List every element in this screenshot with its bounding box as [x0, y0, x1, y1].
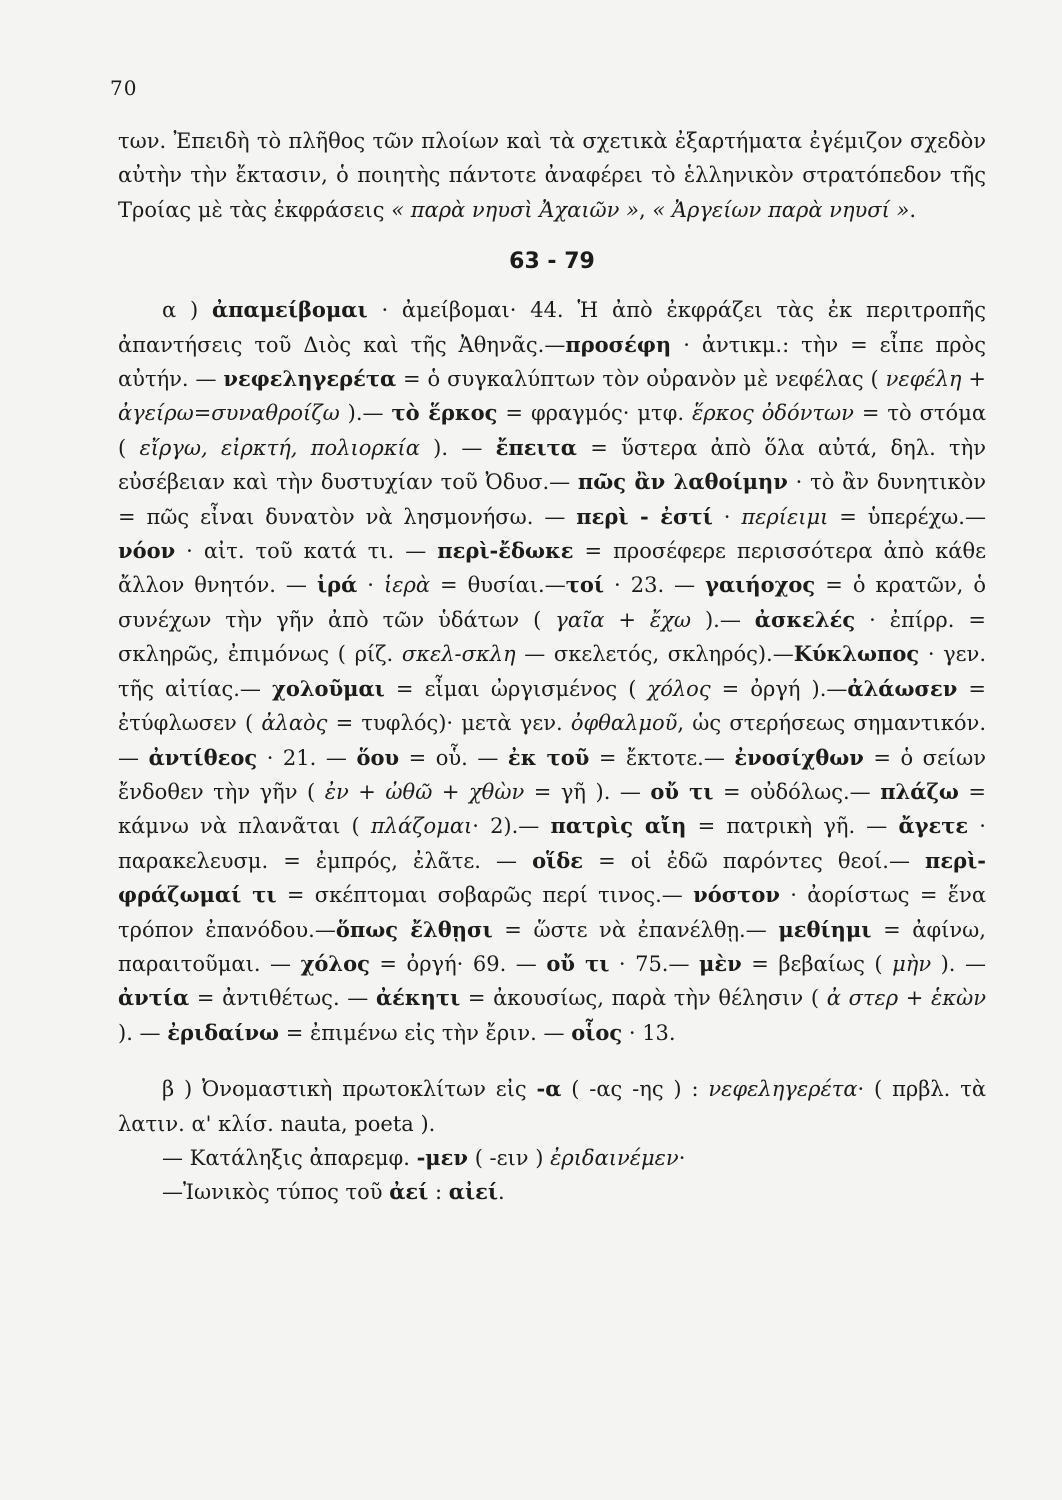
- gloss-text: = ὀργή ).—: [710, 676, 848, 701]
- gloss-text: · τὸ ἂν δυνητικὸν = πῶς εἶναι δυνατὸν νὰ λησμονήσω. —: [118, 470, 986, 529]
- etymology-text: ὀφθαλμοῦ: [570, 711, 678, 736]
- lemma-term: μεθίημι: [778, 916, 872, 942]
- etymology-text: εἴργω, εἰρκτή, πολιορκία: [139, 435, 420, 460]
- commentary-alpha: [118, 293, 986, 1050]
- lemma-term: περὶ-ἔδωκε: [437, 538, 574, 564]
- gloss-text: · 23. —: [604, 573, 706, 598]
- gloss-text: = οἱ ἐδῶ παρόντες θεοί.—: [583, 848, 926, 873]
- gloss-text: = ἀκουσίως, παρὰ τὴν θέλησιν (: [460, 986, 827, 1011]
- gloss-text: = πατρικὴ γῆ. —: [686, 814, 899, 839]
- gloss-text: = θυσίαι.—: [430, 573, 566, 598]
- gloss-text: = τὸ στόμα (: [118, 401, 987, 460]
- quote-argives: « Ἀργείων παρὰ νηυσί »: [652, 197, 910, 222]
- gloss-text: = βεβαίως (: [741, 951, 893, 976]
- gloss-text: — Κατάληξις ἀπαρεμφ.: [162, 1145, 417, 1170]
- lemma-term: ἀντία: [118, 985, 190, 1011]
- lemma-term: ἐριδαίνω: [167, 1019, 280, 1045]
- lemma-term: ἀντίθεος: [148, 744, 258, 770]
- lemma-term: νόστον: [693, 882, 780, 908]
- etymology-text: ἀ στερ + ἑκὼν: [826, 986, 986, 1011]
- gloss-text: = ὁ κρατῶν, ὁ συνέχων τὴν γῆν ἀπὸ τῶν ὑδάτων (: [118, 573, 987, 632]
- etymology-text: ἀλαὸς: [261, 711, 328, 736]
- gloss-text: = οὐδόλως.—: [713, 779, 881, 804]
- gloss-text: · 2).—: [472, 814, 551, 839]
- gloss-text: ).—: [339, 401, 392, 426]
- lemma-term: τὸ ἕρκος: [391, 400, 498, 426]
- gloss-text: α ): [162, 298, 212, 323]
- intro-separator: ,: [638, 197, 653, 222]
- etymology-text: ἕρκος ὀδόντων: [691, 401, 854, 426]
- lemma-term: περὶ - ἐστί: [576, 503, 713, 529]
- lemma-term: ἀπαμείβομαι: [212, 297, 368, 323]
- lemma-term: πατρὶς αἴη: [550, 813, 687, 839]
- gloss-text: = ὥστε νὰ ἐπανέλθῃ.—: [492, 917, 779, 942]
- gloss-text: = ἀντιθέτως. —: [189, 986, 376, 1011]
- gloss-text: ·: [678, 1145, 686, 1170]
- lemma-term: ἄγετε: [898, 813, 969, 839]
- lemma-term: αἰεί: [448, 1179, 499, 1205]
- intro-end: .: [909, 197, 917, 222]
- lemma-term: ὅπως ἔλθῃσι: [335, 916, 493, 942]
- intro-text: των. Ἐπειδὴ τὸ πλῆθος τῶν πλοίων καὶ τὰ σχετικὰ ἐξαρτήματα ἐγέμιζον σχεδὸν αὐτὴν τὴν ἔκτασιν, ὁ ποιητὴς πάντοτε ἀναφέρει τὸ ἑλληνικὸν στρατόπεδον τῆς Τροίας μὲ τὰς ἐκφράσεις: [118, 129, 986, 222]
- gloss-text: · ἐπίρρ. = σκληρῶς, ἐπιμόνως ( ρίζ.: [118, 607, 986, 667]
- lemma-term: ἀλάωσεν: [847, 675, 958, 701]
- gloss-text: :: [428, 1180, 449, 1205]
- gloss-text: ). —: [931, 951, 987, 976]
- lemma-term: τοί: [565, 572, 605, 598]
- gloss-text: = σκέπτομαι σοβαρῶς περί τινος.—: [276, 883, 694, 908]
- gloss-text: ·: [712, 504, 742, 529]
- gloss-text: · ἀμείβομαι· 44. Ἡ ἀπὸ ἐκφράζει τὰς ἐκ περιτροπῆς ἀπαντήσεις τοῦ Διὸς καὶ τῆς Ἀθηνᾶς.—: [118, 298, 986, 357]
- lemma-term: μὲν: [699, 950, 742, 976]
- gloss-text: · 13.: [622, 1020, 676, 1045]
- gloss-text: = ὁ συγκαλύπτων τὸν οὐρανὸν μὲ νεφέλας (: [396, 367, 886, 392]
- etymology-text: σκελ-σκλη: [401, 642, 516, 667]
- lemma-term: νόον: [118, 538, 176, 564]
- lemma-term: ἀεί: [389, 1179, 429, 1205]
- gloss-text: ·: [357, 573, 384, 598]
- lemma-term: οἵδε: [532, 847, 584, 873]
- gloss-text: = ἐτύφλωσεν (: [118, 676, 986, 736]
- gloss-text: = ὁ σείων ἔνδοθεν τὴν γῆν (: [118, 745, 987, 804]
- gloss-text: = ὀργή· 69. —: [369, 951, 547, 976]
- lemma-term: ἱρά: [316, 572, 358, 598]
- lemma-term: ἐνοσίχθων: [734, 744, 864, 770]
- etymology-text: ἐριδαινέμεν: [550, 1145, 679, 1170]
- gloss-text: .: [498, 1180, 505, 1205]
- gloss-text: , ὡς στερήσεως σημαντικόν.—: [118, 711, 986, 770]
- section-heading: 63 - 79: [509, 249, 595, 275]
- gloss-text: = ἀφίνω, παραιτοῦμαι. —: [118, 917, 986, 976]
- lemma-term: ἀσκελές: [754, 606, 856, 632]
- gloss-text: —Ἰωνικὸς τύπος τοῦ: [162, 1180, 390, 1205]
- lemma-term: γαιήοχος: [705, 572, 816, 598]
- gloss-text: ( -ειν ): [468, 1145, 551, 1170]
- lemma-term: χολοῦμαι: [272, 675, 385, 701]
- gloss-text: ). —: [118, 1020, 168, 1045]
- note-infinitive-ending: [118, 1141, 986, 1175]
- gloss-text: · γεν. τῆς αἰτίας.—: [118, 642, 986, 701]
- etymology-text: περίειμι: [741, 504, 829, 529]
- page-content: [118, 124, 986, 1210]
- gloss-text: = ἐπιμένω εἰς τὴν ἔριν. —: [279, 1020, 572, 1045]
- gloss-text: · ἀντικμ.: τὴν = εἶπε πρὸς αὐτήν. —: [118, 332, 986, 392]
- lemma-term: ἔπειτα: [495, 434, 577, 460]
- quote-achaeans: « παρὰ νηυσὶ Ἀχαιῶν »: [391, 197, 639, 222]
- paragraph-gap: [118, 1050, 986, 1072]
- etymology-text: νεφέλη + ἀγείρω=συναθροίζω: [118, 367, 987, 426]
- lemma-term: Κύκλωπος: [793, 641, 920, 667]
- etymology-text: νεφεληγερέτα: [708, 1077, 858, 1102]
- etymology-text: μὴν: [892, 951, 932, 976]
- lemma-term: πῶς ἂν λαθοίμην: [577, 469, 788, 495]
- lemma-term: ὅου: [356, 744, 400, 770]
- lemma-term: οὔ τι: [546, 950, 610, 976]
- gloss-text: β ) Ὀνομαστικὴ πρωτοκλίτων εἰς: [162, 1077, 537, 1102]
- gloss-text: = φραγμός· μτφ.: [497, 401, 692, 426]
- page-number: 70: [110, 76, 138, 100]
- gloss-text: = ἔκτοτε.—: [589, 745, 735, 770]
- note-ionic-form: [118, 1175, 986, 1209]
- gloss-text: = ὑπερέχω.—: [828, 504, 986, 529]
- gloss-text: = οὗ. —: [399, 745, 508, 770]
- lemma-term: περὶ-φράζωμαί τι: [118, 847, 986, 908]
- gloss-text: · ( πρβλ. τὰ λατιν. α' κλίσ. nauta, poeta ).: [118, 1077, 987, 1136]
- gloss-text: · 21. —: [257, 745, 357, 770]
- gloss-text: = τυφλός)· μετὰ γεν.: [327, 711, 571, 736]
- lemma-term: -α: [536, 1076, 562, 1102]
- lemma-term: χόλος: [300, 950, 370, 976]
- gloss-text: ). —: [419, 435, 496, 460]
- lemma-term: ἀέκητι: [375, 985, 461, 1011]
- etymology-text: πλάζομαι: [370, 814, 473, 839]
- gloss-text: ).—: [691, 607, 755, 632]
- intro-paragraph: [118, 124, 986, 227]
- etymology-text: χόλος: [647, 676, 711, 701]
- gloss-text: · παρακελευσμ. = ἐμπρός, ἐλᾶτε. —: [118, 814, 986, 873]
- gloss-text: — σκελετός, σκληρός).—: [515, 642, 794, 667]
- gloss-text: = γῆ ). —: [524, 779, 651, 804]
- lemma-term: -μεν: [416, 1144, 469, 1170]
- gloss-text: = εἶμαι ὠργισμένος (: [384, 676, 648, 701]
- gloss-text: = ὕστερα ἀπὸ ὅλα αὐτά, δηλ. τὴν εὐσέβειαν καὶ τὴν δυστυχίαν τοῦ Ὀδυσ.—: [118, 435, 986, 495]
- etymology-text: ἱερὰ: [383, 573, 430, 598]
- lemma-term: νεφεληγερέτα: [223, 366, 397, 392]
- lemma-term: οὔ τι: [650, 778, 714, 804]
- gloss-text: ( -ας -ης ) :: [561, 1077, 709, 1102]
- gloss-text: · 75.—: [609, 951, 700, 976]
- etymology-text: ἐν + ὠθῶ + χθὼν: [324, 779, 525, 804]
- lemma-term: πλάζω: [880, 778, 959, 804]
- lemma-term: προσέφη: [565, 331, 672, 357]
- lemma-term: οἷος: [571, 1019, 623, 1045]
- note-beta: [118, 1072, 986, 1141]
- etymology-text: γαῖα + ἔχω: [555, 607, 692, 632]
- lemma-term: ἐκ τοῦ: [507, 744, 590, 770]
- gloss-text: = κάμνω νὰ πλανᾶται (: [118, 779, 987, 839]
- gloss-text: · αἰτ. τοῦ κατά τι. —: [175, 539, 438, 564]
- gloss-text: · ἀορίστως = ἕνα τρόπον ἐπανόδου.—: [118, 883, 986, 942]
- gloss-text: = προσέφερε περισσότερα ἀπὸ κάθε ἄλλον θνητόν. —: [118, 539, 986, 598]
